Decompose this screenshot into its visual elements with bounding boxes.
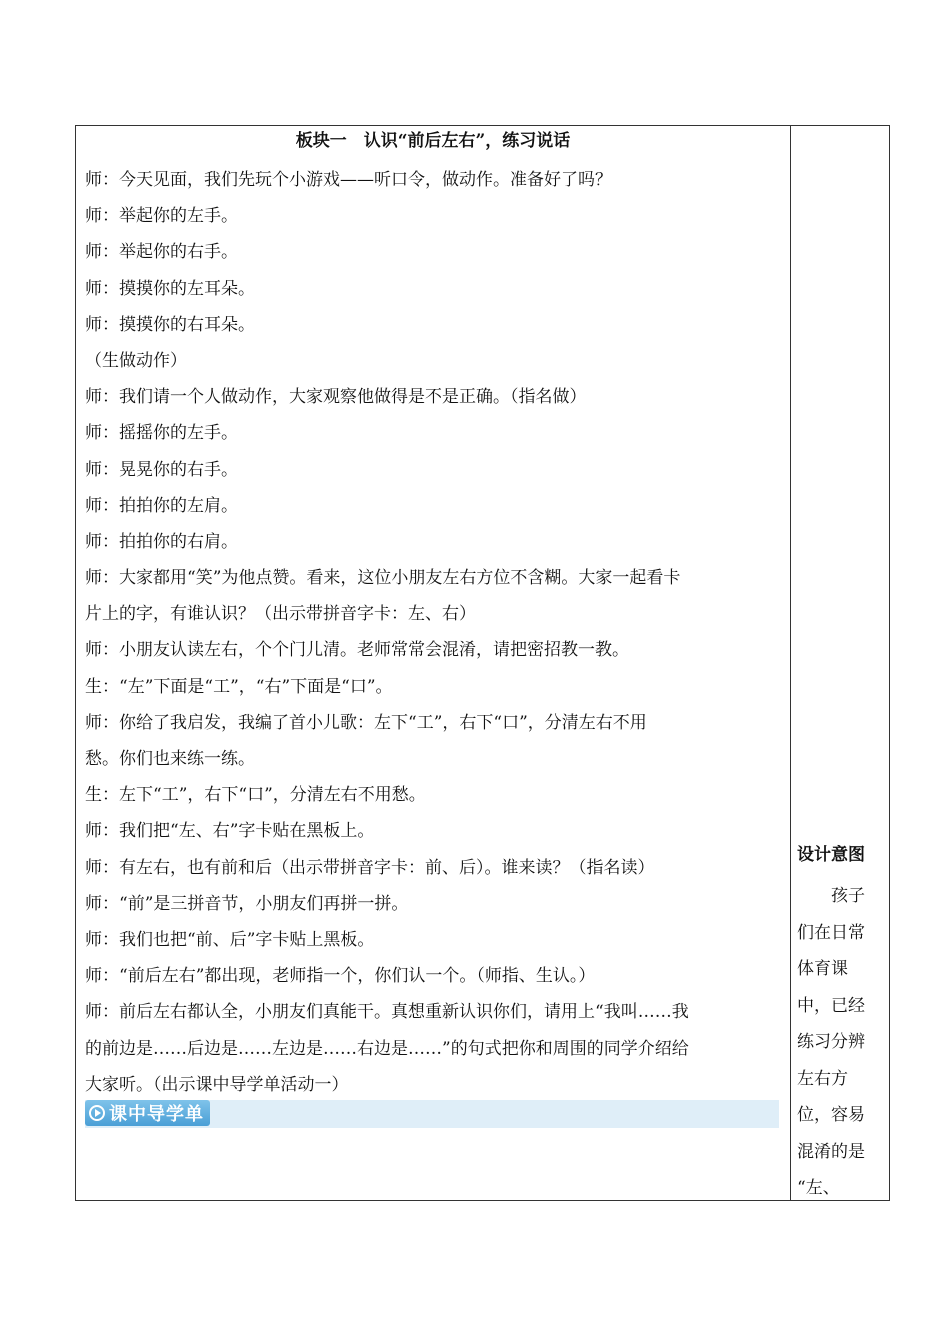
- dialogue-line: 师：今天见面，我们先玩个小游戏——听口令，做动作。准备好了吗？: [85, 170, 612, 190]
- dialogue-line: （生做动作）: [85, 350, 187, 371]
- dialogue-line: 师：“前后左右”都出现，老师指一个，你们认一个。（师指、生认。）: [85, 966, 596, 987]
- play-circle-icon: [89, 1105, 105, 1121]
- dialogue-line: 片上的字，有谁认识？（出示带拼音字卡：左、右）: [85, 604, 476, 625]
- design-intent-line: 孩子: [831, 886, 865, 906]
- dialogue-line: 师：大家都用“笑”为他点赞。看来，这位小朋友左右方位不含糊。大家一起看卡: [85, 568, 681, 589]
- dialogue-line: 师：我们把“左、右”字卡贴在黑板上。: [85, 821, 375, 842]
- guide-sheet-label: 课中导学单: [109, 1104, 204, 1125]
- lesson-table: [75, 125, 890, 1201]
- dialogue-line: 师：我们请一个人做动作，大家观察他做得是不是正确。（指名做）: [85, 387, 587, 408]
- design-intent-text: [797, 878, 887, 1207]
- dialogue-line: 生：“左”下面是“工”，“右”下面是“口”。: [85, 676, 393, 697]
- dialogue-line: 师：举起你的右手。: [85, 242, 238, 263]
- main-column: [76, 126, 790, 1200]
- design-intent-line: “左、: [797, 1178, 840, 1198]
- design-intent-line: 练习分辨: [797, 1032, 865, 1052]
- dialogue-line: 的前边是……后边是……左边是……右边是……”的句式把你和周围的同学介绍给: [85, 1038, 689, 1059]
- dialogue-line: 师：小朋友认读左右，个个门儿清。老师常常会混淆，请把密招教一教。: [85, 640, 629, 661]
- design-intent-line: 左右方: [797, 1068, 848, 1089]
- design-intent-line: 混淆的是: [797, 1141, 865, 1162]
- design-intent-line: 位，容易: [797, 1105, 865, 1125]
- dialogue-line: 师：摇摇你的左手。: [85, 423, 238, 444]
- dialogue-line: 师：摸摸你的左耳朵。: [85, 278, 255, 299]
- dialogue-line: 师：我们也把“前、后”字卡贴上黑板。: [85, 929, 375, 950]
- dialogue-line: 师：有左右，也有前和后（出示带拼音字卡：前、后）。谁来读？（指名读）: [85, 857, 655, 878]
- dialogue-lines: [85, 162, 785, 1103]
- dialogue-line: 师：晃晃你的右手。: [85, 459, 238, 480]
- dialogue-line: 师：拍拍你的右肩。: [85, 531, 238, 552]
- dialogue-line: 师：摸摸你的右耳朵。: [85, 314, 255, 335]
- dialogue-line: 师：举起你的左手。: [85, 206, 238, 227]
- design-intent-title: 设计意图: [797, 845, 865, 865]
- dialogue-line: 愁。你们也来练一练。: [85, 749, 255, 769]
- dialogue-line: 生：左下“工”，右下“口”，分清左右不用愁。: [85, 785, 426, 806]
- guide-sheet-tag: [85, 1100, 210, 1126]
- guide-sheet-bar: [85, 1100, 779, 1128]
- design-intent-line: 中，已经: [797, 995, 865, 1016]
- section-title: 板块一 认识“前后左右”，练习说话: [295, 131, 571, 151]
- dialogue-line: 师：你给了我启发，我编了首小儿歌：左下“工”，右下“口”，分清左右不用: [85, 712, 647, 733]
- design-intent-line: 们在日常: [797, 922, 865, 943]
- dialogue-line: 大家听。（出示课中导学单活动一）: [85, 1074, 349, 1095]
- dialogue-line: 师：拍拍你的左肩。: [85, 495, 238, 516]
- design-intent-column: [791, 126, 889, 1200]
- design-intent-line: 体育课: [797, 959, 848, 979]
- dialogue-line: 师：“前”是三拼音节，小朋友们再拼一拼。: [85, 893, 409, 914]
- dialogue-line: 师：前后左右都认全，小朋友们真能干。真想重新认识你们，请用上“我叫……我: [85, 1002, 689, 1023]
